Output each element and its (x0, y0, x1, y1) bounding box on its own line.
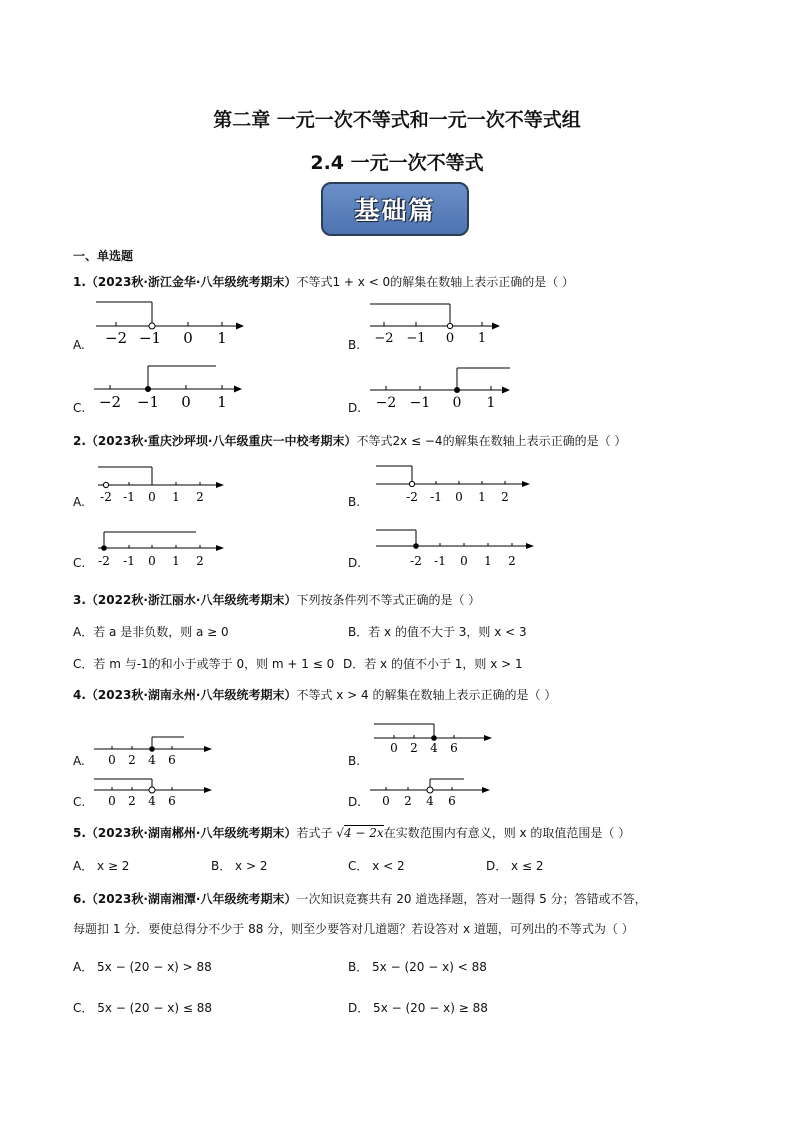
q6-number: 6. (73, 892, 86, 906)
q2-option-c-numberline[interactable] (94, 528, 234, 570)
tick-label: 0 (181, 393, 191, 411)
tick-label: 0 (108, 753, 116, 767)
q3-source: （2022秋·浙江丽水·八年级统考期末） (85, 593, 297, 607)
q5-text-after: 在实数范围内有意义，则 x 的取值范围是（ ） (383, 826, 631, 840)
q5-number: 5. (73, 826, 86, 840)
q6-text-line1: 一次知识竞赛共有 20 道选择题，答对一题得 5 分；答错或不答， (296, 892, 647, 906)
q1-option-a-numberline[interactable] (90, 298, 250, 350)
q3-number: 3. (73, 593, 86, 607)
q5-option-c[interactable]: C． x < 2 (348, 859, 405, 873)
q4-option-b-numberline[interactable] (372, 720, 498, 756)
q2-option-d-label[interactable]: D. (348, 556, 362, 570)
q3-stem (73, 591, 480, 608)
q6-option-d[interactable]: D． 5x − (20 − x) ≥ 88 (348, 1001, 488, 1015)
tick-label: 0 (382, 794, 390, 808)
q2-option-a-numberline[interactable] (94, 465, 234, 507)
tick-label: 2 (128, 753, 136, 767)
section-title: 2.4 一元一次不等式 (310, 152, 484, 174)
q1-option-d-label[interactable]: D. (348, 401, 362, 415)
q5-text-before: 若式子 (296, 826, 333, 840)
tick-label: −2 (98, 393, 122, 411)
q6-option-a[interactable]: A． 5x − (20 − x) > 88 (73, 960, 212, 974)
q1-option-b-numberline[interactable] (364, 302, 514, 348)
tick-label: -1 (123, 490, 135, 504)
q6-stem-line1 (73, 890, 647, 907)
q2-option-b-numberline[interactable] (372, 462, 542, 506)
q4-option-c-label[interactable]: C. (73, 795, 86, 809)
tick-label: 1 (486, 395, 496, 411)
tick-label: −2 (104, 329, 128, 347)
q4-option-a-label[interactable]: A. (73, 754, 85, 768)
q1-option-c-numberline[interactable] (88, 362, 248, 414)
tick-label: −1 (406, 331, 426, 346)
tick-label: 0 (455, 490, 463, 504)
tick-label: 6 (450, 741, 458, 755)
tick-label: −1 (409, 395, 431, 411)
tick-label: 0 (148, 554, 156, 568)
tick-label: −2 (374, 331, 394, 346)
q6-text-line2: 每题扣 1 分．要使总得分不少于 88 分，则至少要答对几道题？若设答对 x 道题，可列出的不等式为（ ） (73, 922, 634, 936)
tick-label: 6 (168, 794, 176, 808)
q5-option-d[interactable]: D． x ≤ 2 (486, 859, 544, 873)
q5-option-a[interactable]: A． x ≥ 2 (73, 859, 130, 873)
tick-label: -1 (430, 490, 442, 504)
q4-source: （2023秋·湖南永州·八年级统考期末） (85, 688, 297, 702)
tick-label: -1 (123, 554, 135, 568)
tick-label: 1 (217, 329, 227, 347)
banner-basic (321, 182, 469, 236)
tick-label: 2 (410, 741, 418, 755)
tick-label: 1 (477, 331, 487, 346)
q1-text: 不等式1 + x < 0的解集在数轴上表示正确的是（ ） (296, 275, 575, 289)
q6-source: （2023秋·湖南湘潭·八年级统考期末） (85, 892, 297, 906)
tick-label: -2 (410, 554, 422, 568)
q4-stem (73, 686, 556, 703)
banner-text: 基础篇 (354, 196, 436, 225)
tick-label: 2 (508, 554, 516, 568)
q1-source: （2023秋·浙江金华·八年级统考期末） (85, 275, 297, 289)
q1-number: 1. (73, 275, 86, 289)
tick-label: 0 (460, 554, 468, 568)
q6-option-b[interactable]: B． 5x − (20 − x) < 88 (348, 960, 487, 974)
q4-text: 不等式 x > 4 的解集在数轴上表示正确的是（ ） (296, 688, 557, 702)
sqrt-sign: √ (336, 826, 344, 840)
q6-option-c[interactable]: C． 5x − (20 − x) ≤ 88 (73, 1001, 212, 1015)
q2-source: （2023秋·重庆沙坪坝·八年级重庆一中校考期末） (85, 434, 357, 448)
tick-label: 1 (172, 554, 180, 568)
tick-label: 1 (484, 554, 492, 568)
tick-label: -2 (98, 554, 110, 568)
chapter-title: 第二章 一元一次不等式和一元一次不等式组 (213, 109, 581, 131)
q1-option-d-numberline[interactable] (364, 366, 524, 412)
tick-label: 2 (128, 794, 136, 808)
tick-label: 0 (390, 741, 398, 755)
tick-label: −1 (138, 329, 162, 347)
q5-option-b[interactable]: B． x > 2 (211, 859, 268, 873)
q5-source: （2023秋·湖南郴州·八年级统考期末） (85, 826, 297, 840)
tick-label: −1 (136, 393, 160, 411)
q2-stem (73, 432, 626, 449)
q1-option-c-label[interactable]: C. (73, 401, 86, 415)
tick-label: 2 (404, 794, 412, 808)
q1-option-a-label[interactable]: A. (73, 338, 85, 352)
q2-option-b-label[interactable]: B. (348, 495, 361, 509)
q4-option-d-numberline[interactable] (368, 776, 500, 810)
tick-label: 1 (217, 393, 227, 411)
q4-option-c-numberline[interactable] (92, 776, 218, 810)
q4-number: 4. (73, 688, 86, 702)
q2-number: 2. (73, 434, 86, 448)
tick-label: 1 (478, 490, 486, 504)
tick-label: -2 (100, 490, 112, 504)
tick-label: -2 (406, 490, 418, 504)
q5-stem (73, 824, 630, 841)
tick-label: 6 (168, 753, 176, 767)
section-label: 一、单选题 (73, 249, 134, 263)
tick-label: 6 (448, 794, 456, 808)
q2-option-a-label[interactable]: A. (73, 495, 85, 509)
tick-label: 4 (148, 753, 156, 767)
q2-text: 不等式2x ≤ −4的解集在数轴上表示正确的是（ ） (356, 434, 627, 448)
tick-label: 2 (196, 554, 204, 568)
q4-option-d-label[interactable]: D. (348, 795, 362, 809)
q2-option-c-label[interactable]: C. (73, 556, 86, 570)
q1-stem (73, 273, 574, 290)
tick-label: 1 (172, 490, 180, 504)
q3-text: 下列按条件列不等式正确的是（ ） (296, 593, 481, 607)
q4-option-a-numberline[interactable] (92, 733, 218, 769)
tick-label: 4 (430, 741, 438, 755)
tick-label: 0 (148, 490, 156, 504)
q3-option-a[interactable]: A．若 a 是非负数，则 a ≥ 0 (73, 625, 229, 639)
q3-option-b[interactable]: B．若 x 的值不大于 3，则 x < 3 (348, 625, 527, 639)
tick-label: 0 (108, 794, 116, 808)
q5-radicand: 4 − 2x (343, 826, 384, 840)
tick-label: 0 (183, 329, 193, 347)
tick-label: −2 (375, 395, 397, 411)
tick-label: 0 (452, 395, 462, 411)
tick-label: 2 (501, 490, 509, 504)
tick-label: 4 (148, 794, 156, 808)
tick-label: 0 (445, 331, 455, 346)
tick-label: -1 (434, 554, 446, 568)
q1-option-b-label[interactable]: B. (348, 338, 361, 352)
q3-option-d[interactable]: D．若 x 的值不小于 1，则 x > 1 (343, 657, 523, 671)
tick-label: 2 (196, 490, 204, 504)
q3-option-c[interactable]: C．若 m 与-1的和小于或等于 0，则 m + 1 ≤ 0 (73, 657, 335, 671)
q2-option-d-numberline[interactable] (372, 527, 544, 571)
tick-label: 4 (426, 794, 434, 808)
q4-option-b-label[interactable]: B. (348, 754, 361, 768)
